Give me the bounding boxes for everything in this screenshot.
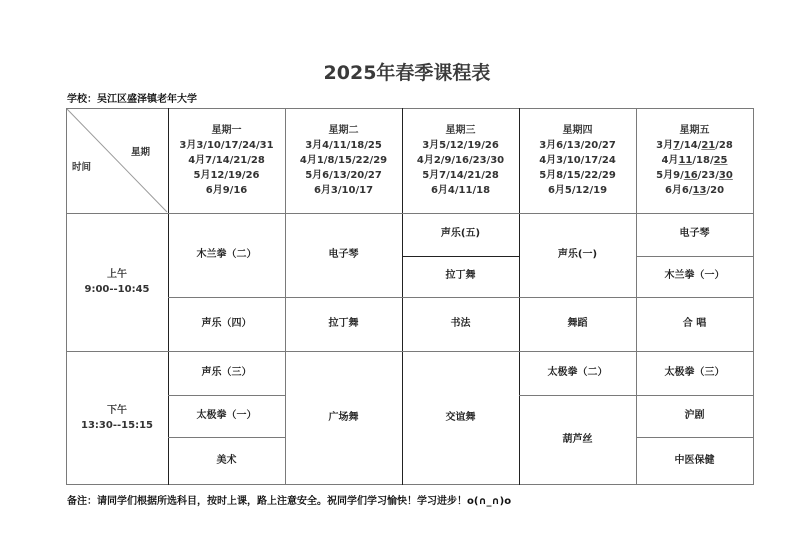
corner-day-label: 星期 [131, 147, 151, 158]
course-cell: 电子琴 [328, 248, 359, 260]
course-cell: 声乐(五) [440, 228, 481, 240]
grid-line [636, 437, 753, 438]
course-cell: 声乐（四） [201, 317, 252, 329]
day-header-thu: 星期四 3月6/13/20/27 4月3/10/17/24 5月8/15/22/29 6月5/12/19 [539, 125, 616, 196]
course-cell: 太极拳（一） [196, 409, 257, 421]
slot-morning: 上午 9:00--10:45 [84, 269, 150, 295]
course-cell: 电子琴 [679, 228, 710, 240]
fri-dates-may: 5月9/16/23/30 [656, 170, 733, 181]
fri-dates-mar: 3月7/14/21/28 [656, 140, 733, 151]
grid-line [168, 437, 285, 438]
diagonal-divider-icon [66, 108, 168, 213]
course-cell: 拉丁舞 [328, 317, 359, 329]
grid-line [636, 256, 753, 257]
page-title: 2025年春季课程表 [323, 62, 491, 84]
schedule-table [66, 108, 753, 485]
school-name: 学校：吴江区盛泽镇老年大学 [67, 94, 197, 105]
course-cell: 葫芦丝 [562, 433, 593, 445]
course-cell: 太极拳（三） [664, 366, 725, 378]
corner-cell [66, 108, 168, 213]
course-cell: 广场舞 [328, 411, 359, 423]
grid-line [168, 297, 753, 298]
course-cell: 中医保健 [674, 454, 715, 466]
day-header-tue: 星期二 3月4/11/18/25 4月1/8/15/22/29 5月6/13/20/27 6月3/10/17 [299, 125, 388, 196]
course-cell: 书法 [450, 317, 471, 329]
grid-line [66, 213, 753, 214]
course-cell: 木兰拳（二） [196, 248, 257, 260]
grid-line [402, 256, 519, 257]
grid-line [66, 108, 753, 109]
day-header-mon: 星期一 3月3/10/17/24/31 4月7/14/21/28 5月12/19/26 6月9/16 [179, 125, 274, 196]
course-cell: 拉丁舞 [445, 270, 476, 282]
course-cell: 沪剧 [684, 409, 705, 421]
corner-time-label: 时间 [72, 162, 92, 173]
grid-line [168, 395, 285, 396]
grid-line [66, 484, 754, 485]
course-cell: 舞蹈 [567, 317, 588, 329]
slot-afternoon: 下午 13:30--15:15 [81, 405, 153, 431]
fri-dates-jun: 6月6/13/20 [664, 185, 725, 196]
course-cell: 木兰拳（一） [664, 270, 725, 282]
grid-line [519, 395, 753, 396]
course-cell: 声乐(一) [557, 248, 598, 260]
grid-line [753, 108, 754, 485]
course-cell: 美术 [216, 454, 237, 466]
course-cell: 交谊舞 [445, 411, 476, 423]
fri-dates-apr: 4月11/18/25 [661, 155, 728, 166]
day-header-wed: 星期三 3月5/12/19/26 4月2/9/16/23/30 5月7/14/21/28 6月4/11/18 [416, 125, 505, 196]
course-cell: 太极拳（二） [547, 366, 608, 378]
footer-note: 备注：请同学们根据所选科目，按时上课，路上注意安全。祝同学们学习愉快！学习进步！o(∩_∩)o [67, 496, 512, 507]
day-header-fri: 星期五 3月7/14/21/28 4月11/18/25 5月9/16/23/30 6月6/13/20 [656, 125, 733, 196]
grid-line [66, 108, 67, 485]
course-cell: 合 唱 [682, 317, 707, 329]
course-cell: 声乐（三） [201, 366, 252, 378]
grid-line [66, 351, 753, 352]
